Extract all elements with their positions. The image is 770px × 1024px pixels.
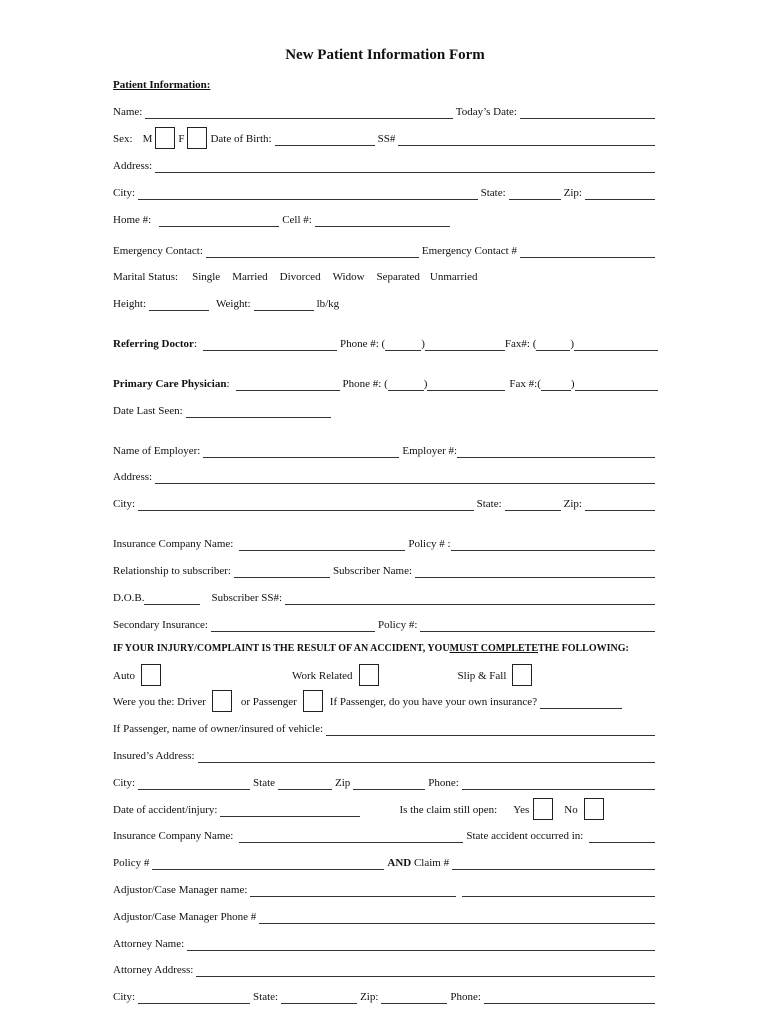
employer-address-field[interactable]: [155, 472, 655, 484]
referring-phone-area-field[interactable]: [385, 339, 421, 351]
adjustor-phone-label: Adjustor/Case Manager Phone #: [113, 911, 257, 923]
and-label: AND: [387, 857, 412, 869]
accident-header-post: THE FOLLOWING:: [538, 643, 629, 654]
row-insured-address: [113, 747, 658, 763]
date-accident-label: Date of accident/injury:: [113, 804, 218, 816]
attorney-address-field[interactable]: [196, 965, 655, 977]
employer-zip-label: Zip:: [563, 498, 582, 510]
row-employer-city: [113, 495, 658, 511]
home-label: Home #:: [113, 214, 152, 226]
date-last-seen-label: Date Last Seen:: [113, 405, 183, 417]
emergency-contact-field[interactable]: [206, 246, 419, 258]
insured-address-field[interactable]: [198, 751, 655, 763]
primary-fax-paren: ): [570, 378, 575, 390]
insured-city-label: City:: [113, 777, 136, 789]
claim-open-label: Is the claim still open:: [399, 804, 498, 816]
driver-checkbox[interactable]: [212, 690, 232, 712]
row-insured-city: [113, 774, 658, 790]
primary-fax-label: Fax #:(: [509, 378, 541, 390]
cell-label: Cell #:: [282, 214, 312, 226]
row-insurance: [113, 535, 658, 551]
adjustor-name-field[interactable]: [250, 885, 456, 897]
employer-address-label: Address:: [113, 471, 153, 483]
name-label: Name:: [113, 106, 143, 118]
attorney-name-field[interactable]: [187, 939, 655, 951]
accident-ins-label: Insurance Company Name:: [113, 830, 234, 842]
todays-date-label: Today’s Date:: [455, 106, 517, 118]
row-emergency: [113, 242, 658, 258]
claim-field[interactable]: [452, 858, 655, 870]
row-employer-address: [113, 468, 658, 484]
state-label: State:: [480, 187, 506, 199]
ins-company-field[interactable]: [239, 539, 405, 551]
insured-state-label: State: [253, 777, 276, 789]
policy-label: Policy #: [113, 857, 150, 869]
employer-state-label: State:: [476, 498, 502, 510]
primary-fax-area-field[interactable]: [541, 379, 571, 391]
attorney-city-label: City:: [113, 991, 136, 1003]
female-label: F: [178, 133, 185, 145]
city-field[interactable]: [138, 188, 478, 200]
ss-field[interactable]: [398, 134, 655, 146]
policy-field[interactable]: [152, 858, 384, 870]
emergency-contact-num-label: Emergency Contact #: [421, 245, 517, 257]
employer-num-label: Employer #:: [402, 445, 458, 457]
accident-header-must: MUST COMPLETE: [449, 643, 538, 654]
secondary-policy-label: Policy #:: [378, 619, 418, 631]
address-label: Address:: [113, 160, 153, 172]
emergency-contact-label: Emergency Contact:: [113, 245, 203, 257]
dob-field[interactable]: [275, 134, 375, 146]
state-field[interactable]: [509, 188, 561, 200]
subscriber-name-field[interactable]: [415, 566, 655, 578]
attorney-state-label: State:: [253, 991, 279, 1003]
male-checkbox[interactable]: [155, 127, 175, 149]
section-header: [113, 76, 658, 92]
referring-doctor-colon: :: [193, 338, 197, 350]
marital-option-married[interactable]: Married: [232, 271, 268, 283]
row-height-weight: [113, 295, 658, 311]
primary-phone-field[interactable]: [427, 379, 505, 391]
todays-date-field[interactable]: [520, 107, 655, 119]
weight-field[interactable]: [254, 299, 314, 311]
ss-label: SS#: [377, 133, 396, 145]
row-name: [113, 103, 658, 119]
attorney-phone-field[interactable]: [484, 992, 655, 1004]
referring-phone-field[interactable]: [425, 339, 505, 351]
adjustor-name-field-2[interactable]: [462, 885, 655, 897]
accident-ins-field[interactable]: [239, 831, 463, 843]
zip-field[interactable]: [585, 188, 655, 200]
employer-name-label: Name of Employer:: [113, 445, 201, 457]
claim-no-label: No: [564, 804, 578, 816]
subscriber-ss-field[interactable]: [285, 593, 655, 605]
row-date-accident: [113, 801, 658, 817]
claim-no-checkbox[interactable]: [584, 798, 604, 820]
auto-checkbox[interactable]: [141, 664, 161, 686]
row-adjustor-name: [113, 881, 658, 897]
adjustor-name-label: Adjustor/Case Manager name:: [113, 884, 248, 896]
ins-company-label: Insurance Company Name:: [113, 538, 234, 550]
attorney-phone-label: Phone:: [450, 991, 481, 1003]
lbkg-label: lb/kg: [316, 298, 340, 310]
passenger-label: or Passenger: [240, 696, 297, 708]
dob-short-field[interactable]: [144, 593, 200, 605]
row-subscriber-ss: [113, 589, 658, 605]
own-insurance-field[interactable]: [540, 697, 622, 709]
section-label: Patient Information:: [113, 79, 211, 91]
employer-name-field[interactable]: [203, 446, 399, 458]
date-accident-field[interactable]: [220, 805, 360, 817]
ins-policy-field[interactable]: [451, 539, 655, 551]
referring-fax-paren: ): [570, 338, 575, 350]
attorney-state-field[interactable]: [281, 992, 357, 1004]
were-you-label: Were you the: Driver: [113, 696, 206, 708]
relationship-label: Relationship to subscriber:: [113, 565, 231, 577]
attorney-address-label: Attorney Address:: [113, 964, 194, 976]
name-field[interactable]: [145, 107, 452, 119]
insured-zip-label: Zip: [335, 777, 351, 789]
attorney-name-label: Attorney Name:: [113, 938, 185, 950]
primary-fax-field[interactable]: [575, 379, 658, 391]
height-label: Height:: [113, 298, 146, 310]
employer-zip-field[interactable]: [585, 499, 655, 511]
row-sex: [113, 130, 658, 146]
owner-vehicle-label: If Passenger, name of owner/insured of vehicle:: [113, 723, 324, 735]
primary-phone-paren: ): [423, 378, 428, 390]
referring-fax-area-field[interactable]: [536, 339, 570, 351]
claim-yes-label: Yes: [513, 804, 530, 816]
referring-phone-label: Phone #: (: [340, 338, 386, 350]
work-related-checkbox[interactable]: [359, 664, 379, 686]
primary-care-colon: :: [226, 378, 230, 390]
date-last-seen-field[interactable]: [186, 406, 331, 418]
claim-yes-checkbox[interactable]: [533, 798, 553, 820]
marital-option-single[interactable]: Single: [192, 271, 221, 283]
state-accident-field[interactable]: [589, 831, 655, 843]
row-attorney-city: [113, 988, 658, 1004]
row-attorney-name: [113, 935, 658, 951]
ins-policy-label: Policy # :: [408, 538, 451, 550]
own-insurance-label: If Passenger, do you have your own insurance?: [329, 696, 538, 708]
row-date-last-seen: [113, 402, 658, 418]
address-field[interactable]: [155, 161, 655, 173]
row-accident-insurance: [113, 827, 658, 843]
primary-care-label: Primary Care Physician: [113, 378, 227, 390]
row-employer: [113, 442, 658, 458]
row-city: [113, 184, 658, 200]
row-address: [113, 157, 658, 173]
marital-option-separated[interactable]: Separated: [376, 271, 420, 283]
accident-header: [113, 640, 658, 656]
insured-phone-label: Phone:: [428, 777, 459, 789]
primary-care-field[interactable]: [236, 379, 340, 391]
row-relationship: [113, 562, 658, 578]
height-field[interactable]: [149, 299, 209, 311]
city-label: City:: [113, 187, 136, 199]
secondary-ins-field[interactable]: [211, 620, 375, 632]
employer-num-field[interactable]: [457, 446, 655, 458]
referring-fax-label: Fax#: (: [504, 338, 537, 350]
referring-fax-field[interactable]: [574, 339, 658, 351]
marital-option-widow[interactable]: Widow: [332, 271, 365, 283]
owner-vehicle-field[interactable]: [326, 724, 655, 736]
row-primary-care: [113, 375, 658, 391]
attorney-zip-label: Zip:: [360, 991, 379, 1003]
insured-zip-field[interactable]: [353, 778, 425, 790]
employer-city-label: City:: [113, 498, 136, 510]
insured-state-field[interactable]: [278, 778, 332, 790]
adjustor-phone-field[interactable]: [259, 912, 655, 924]
employer-city-field[interactable]: [138, 499, 474, 511]
state-accident-label: State accident occurred in:: [466, 830, 584, 842]
sex-label: Sex:: [113, 133, 133, 145]
insured-city-field[interactable]: [138, 778, 250, 790]
row-policy-claim: [113, 854, 658, 870]
referring-doctor-label: Referring Doctor: [113, 338, 194, 350]
attorney-city-field[interactable]: [138, 992, 250, 1004]
row-referring-doctor: [113, 335, 658, 351]
weight-label: Weight:: [216, 298, 251, 310]
emergency-contact-num-field[interactable]: [520, 246, 655, 258]
insured-address-label: Insured’s Address:: [113, 750, 195, 762]
slip-fall-label: Slip & Fall: [457, 670, 507, 682]
cell-field[interactable]: [315, 215, 450, 227]
employer-state-field[interactable]: [505, 499, 561, 511]
row-marital: [113, 268, 658, 284]
row-secondary-insurance: [113, 616, 658, 632]
female-checkbox[interactable]: [187, 127, 207, 149]
marital-option-divorced[interactable]: Divorced: [279, 271, 321, 283]
relationship-field[interactable]: [234, 566, 330, 578]
male-label: M: [142, 133, 153, 145]
row-owner-vehicle: [113, 720, 658, 736]
row-driver-passenger: [113, 693, 658, 709]
attorney-zip-field[interactable]: [381, 992, 447, 1004]
zip-label: Zip:: [563, 187, 582, 199]
work-related-label: Work Related: [292, 670, 353, 682]
row-attorney-address: [113, 961, 658, 977]
marital-status-label: Marital Status:: [113, 271, 179, 283]
subscriber-name-label: Subscriber Name:: [332, 565, 413, 577]
insured-phone-field[interactable]: [462, 778, 655, 790]
row-accident-type: [113, 667, 658, 683]
dob-short-label: D.O.B.: [113, 592, 145, 604]
marital-option-unmarried[interactable]: Unmarried: [429, 271, 478, 283]
form-title: New Patient Information Form: [285, 47, 485, 63]
primary-phone-area-field[interactable]: [388, 379, 424, 391]
passenger-checkbox[interactable]: [303, 690, 323, 712]
referring-doctor-field[interactable]: [203, 339, 337, 351]
claim-label: Claim #: [411, 857, 450, 869]
referring-phone-paren: ): [421, 338, 425, 350]
row-phones: [113, 211, 658, 227]
subscriber-ss-label: Subscriber SS#:: [211, 592, 283, 604]
row-adjustor-phone: [113, 908, 658, 924]
slip-fall-checkbox[interactable]: [512, 664, 532, 686]
secondary-policy-field[interactable]: [420, 620, 655, 632]
home-field[interactable]: [159, 215, 279, 227]
auto-label: Auto: [113, 670, 135, 682]
primary-phone-label: Phone #: (: [342, 378, 388, 390]
accident-header-pre: IF YOUR INJURY/COMPLAINT IS THE RESULT OF AN ACCIDENT, YOU: [113, 643, 450, 654]
secondary-ins-label: Secondary Insurance:: [113, 619, 208, 631]
dob-label: Date of Birth:: [210, 133, 272, 145]
